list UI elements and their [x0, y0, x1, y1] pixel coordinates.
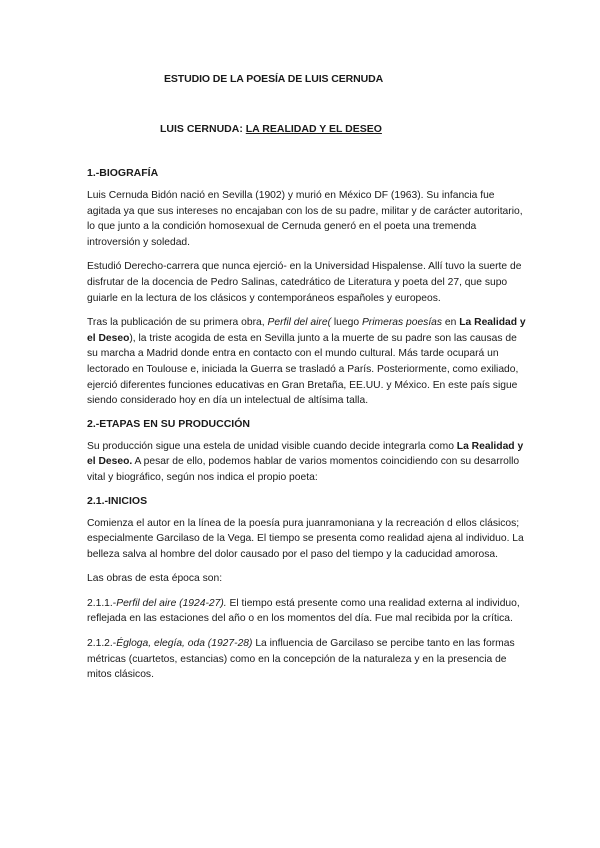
text-run: El tiempo está presente como una realidad externa al individuo, reflejada en las estaciones del año o en los momentos del día. Fue mal recibida por la crítica. [87, 597, 520, 625]
list-item [87, 636, 527, 683]
subtitle-work-title: LA REALIDAD Y EL DESEO [245, 123, 382, 135]
text-run: ), la triste acogida de esta en Sevilla junto a la muerte de su padre son las causas de su marcha a Madrid donde entra en contacto con el mundo cultural. Más tarde ocupará un lectorado en Toulouse e, iniciada la Guerra se trasladó a París. Posteriormente, como exiliado, ejerció diferentes funciones educativas en Gran Bretaña, EE.UU. y México. En este país sigue siendo considerado hoy en día un intelectual de altísima talla. [87, 332, 519, 407]
paragraph [87, 315, 527, 409]
work-title: Égloga, elegía, oda (1927-28) [116, 638, 253, 650]
work-title-bold: La Realidad y el Deseo. [87, 440, 524, 468]
work-title: Perfil del aire (1924-27). [116, 597, 227, 609]
subtitle-prefix: LUIS CERNUDA: [160, 123, 246, 135]
work-title-bold: La Realidad y el Deseo [87, 317, 526, 344]
document-subtitle [160, 123, 382, 135]
paragraph [87, 439, 527, 486]
list-item [87, 596, 527, 627]
item-number: 2.1.2.- [87, 638, 117, 650]
paragraph: Comienza el autor en la línea de la poesía pura juanramoniana y la recreación d ellos clásicos; especialmente Garcilaso de la Vega. El tiempo se presenta como realidad ajena al individuo. La belleza salva al hombre del dolor causado por el paso del tiempo y la caducidad amorosa. [87, 517, 524, 560]
section-heading-etapas: 2.-ETAPAS EN SU PRODUCCIÓN [87, 417, 250, 430]
text-run: Tras la publicación de su primera obra, [87, 317, 268, 329]
paragraph: Estudió Derecho-carrera que nunca ejerció- en la Universidad Hispalense. Allí tuvo la suerte de disfrutar de la docencia de Pedro Salinas, catedrático de Literatura y poeta del 27, que supo guiarle en la lectura de los clásicos y contemporáneos españoles y europeos. [87, 261, 522, 304]
document-title: ESTUDIO DE LA POESÍA DE LUIS CERNUDA [164, 73, 384, 85]
text-run: en [442, 317, 460, 329]
item-number: 2.1.1.- [87, 597, 117, 609]
paragraph: Luis Cernuda Bidón nació en Sevilla (1902) y murió en México DF (1963). Su infancia fue agitada ya que sus intereses no encajaban con los de su padre, militar y de carácter autoritario, lo que junto a la condición homosexual de Cernuda generó en el poeta una tremenda introversión y soledad. [87, 190, 523, 248]
paragraph: Las obras de esta época son: [87, 573, 223, 585]
document-body [87, 167, 527, 692]
text-run: luego [331, 317, 362, 329]
section-heading-inicios: 2.1.-INICIOS [87, 494, 148, 507]
section-heading-biografia: 1.-BIOGRAFÍA [87, 167, 159, 179]
text-run: Su producción sigue una estela de unidad visible cuando decide integrarla como [87, 440, 457, 452]
work-title: Perfil del aire( [267, 317, 332, 329]
text-run: A pesar de ello, podemos hablar de varios momentos coincidiendo con su desarrollo vital y biográfico, según nos indica el propio poeta: [87, 456, 520, 483]
work-title: Primeras poesías [361, 317, 443, 329]
text-run: La influencia de Garcilaso se percibe tanto en las formas métricas (cuartetos, estancias) como en la concepción de la naturaleza y en la presencia de mitos clásicos. [87, 638, 515, 681]
